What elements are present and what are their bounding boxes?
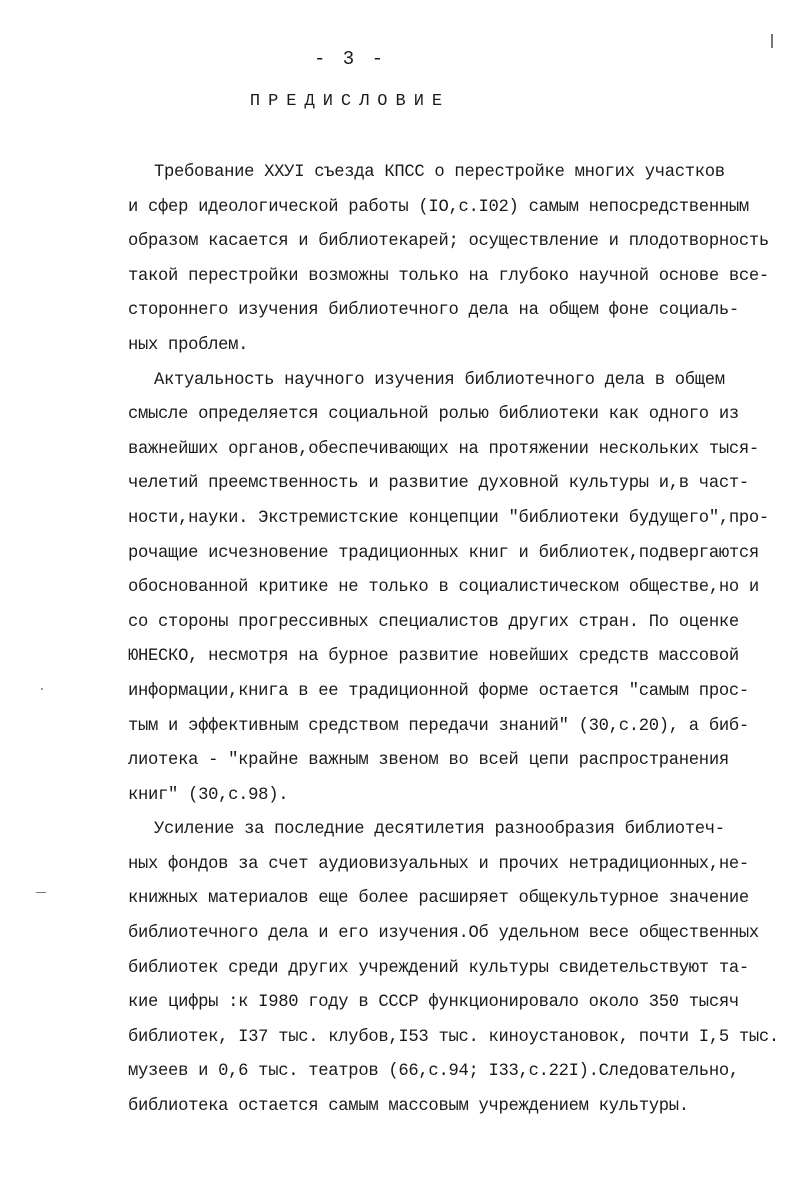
text-line: лиотека - "крайне важным звеном во всей цепи распространения: [128, 751, 729, 771]
text-line: информации,книга в ее традиционной форме остается "самым прос-: [128, 681, 749, 701]
text-line: ных проблем.: [128, 335, 249, 355]
body-text: [128, 156, 778, 1125]
text-line: книг" (30,с.98).: [128, 785, 289, 805]
text-line: библиотек, I37 тыс. клубов,I53 тыс. киноустановок, почти I,5 тыс.: [128, 1027, 779, 1047]
text-line: библиотечного дела и его изучения.Об удельном весе общественных: [128, 924, 759, 944]
page-number: - 3 -: [313, 48, 386, 70]
text-line: Усиление за последние десятилетия разнообразия библиотеч-: [154, 820, 725, 840]
text-line: музеев и 0,6 тыс. театров (66,с.94; I33,с.22I).Следовательно,: [128, 1062, 739, 1082]
text-line: книжных материалов еще более расширяет общекультурное значение: [128, 889, 749, 909]
text-line: такой перестройки возможны только на глубоко научной основе все-: [128, 266, 769, 286]
text-line: смысле определяется социальной ролью библиотеки как одного из: [128, 405, 739, 425]
paragraph: [128, 364, 778, 814]
scan-mark-left: [36, 892, 46, 893]
text-line: библиотека остается самым массовым учреждением культуры.: [128, 1097, 689, 1117]
text-line: Требование ХХУI съезда КПСС о перестройке многих участков: [154, 163, 725, 182]
text-line: обоснованной критике не только в социалистическом обществе,но и: [128, 578, 759, 598]
text-line: кие цифры :к I980 году в СССР функционировало около 350 тысяч: [128, 993, 739, 1013]
text-line: Актуальность научного изучения библиотечного дела в общем: [154, 370, 725, 390]
text-line: образом касается и библиотекарей; осуществление и плодотворность: [128, 232, 769, 252]
text-line: библиотек среди других учреждений культуры свидетельствуют та-: [128, 958, 749, 978]
scan-mark-top: [771, 34, 773, 48]
text-line: челетий преемственность и развитие духовной культуры и,в част-: [128, 474, 749, 494]
page-title: ПРЕДИСЛОВИЕ: [249, 92, 451, 111]
text-line: важнейших органов,обеспечивающих на протяжении нескольких тыся-: [128, 439, 759, 459]
scan-mark-dot: [41, 688, 43, 690]
text-line: со стороны прогрессивных специалистов других стран. По оценке: [128, 612, 739, 632]
paragraph: [128, 813, 778, 1124]
text-line: стороннего изучения библиотечного дела на общем фоне социаль-: [128, 301, 739, 321]
text-line: и сфер идеологической работы (IO,с.I02) самым непосредственным: [128, 197, 749, 217]
text-line: ности,науки. Экстремистские концепции "библиотеки будущего",про-: [128, 508, 769, 528]
text-line: ЮНЕСКО, несмотря на бурное развитие новейших средств массовой: [128, 647, 739, 667]
paragraph: [128, 156, 778, 364]
text-line: тым и эффективным средством передачи знаний" (30,с.20), а биб-: [128, 716, 749, 736]
text-line: ных фондов за счет аудиовизуальных и прочих нетрадиционных,не-: [128, 854, 749, 874]
text-line: рочащие исчезновение традиционных книг и библиотек,подвергаются: [128, 543, 759, 563]
